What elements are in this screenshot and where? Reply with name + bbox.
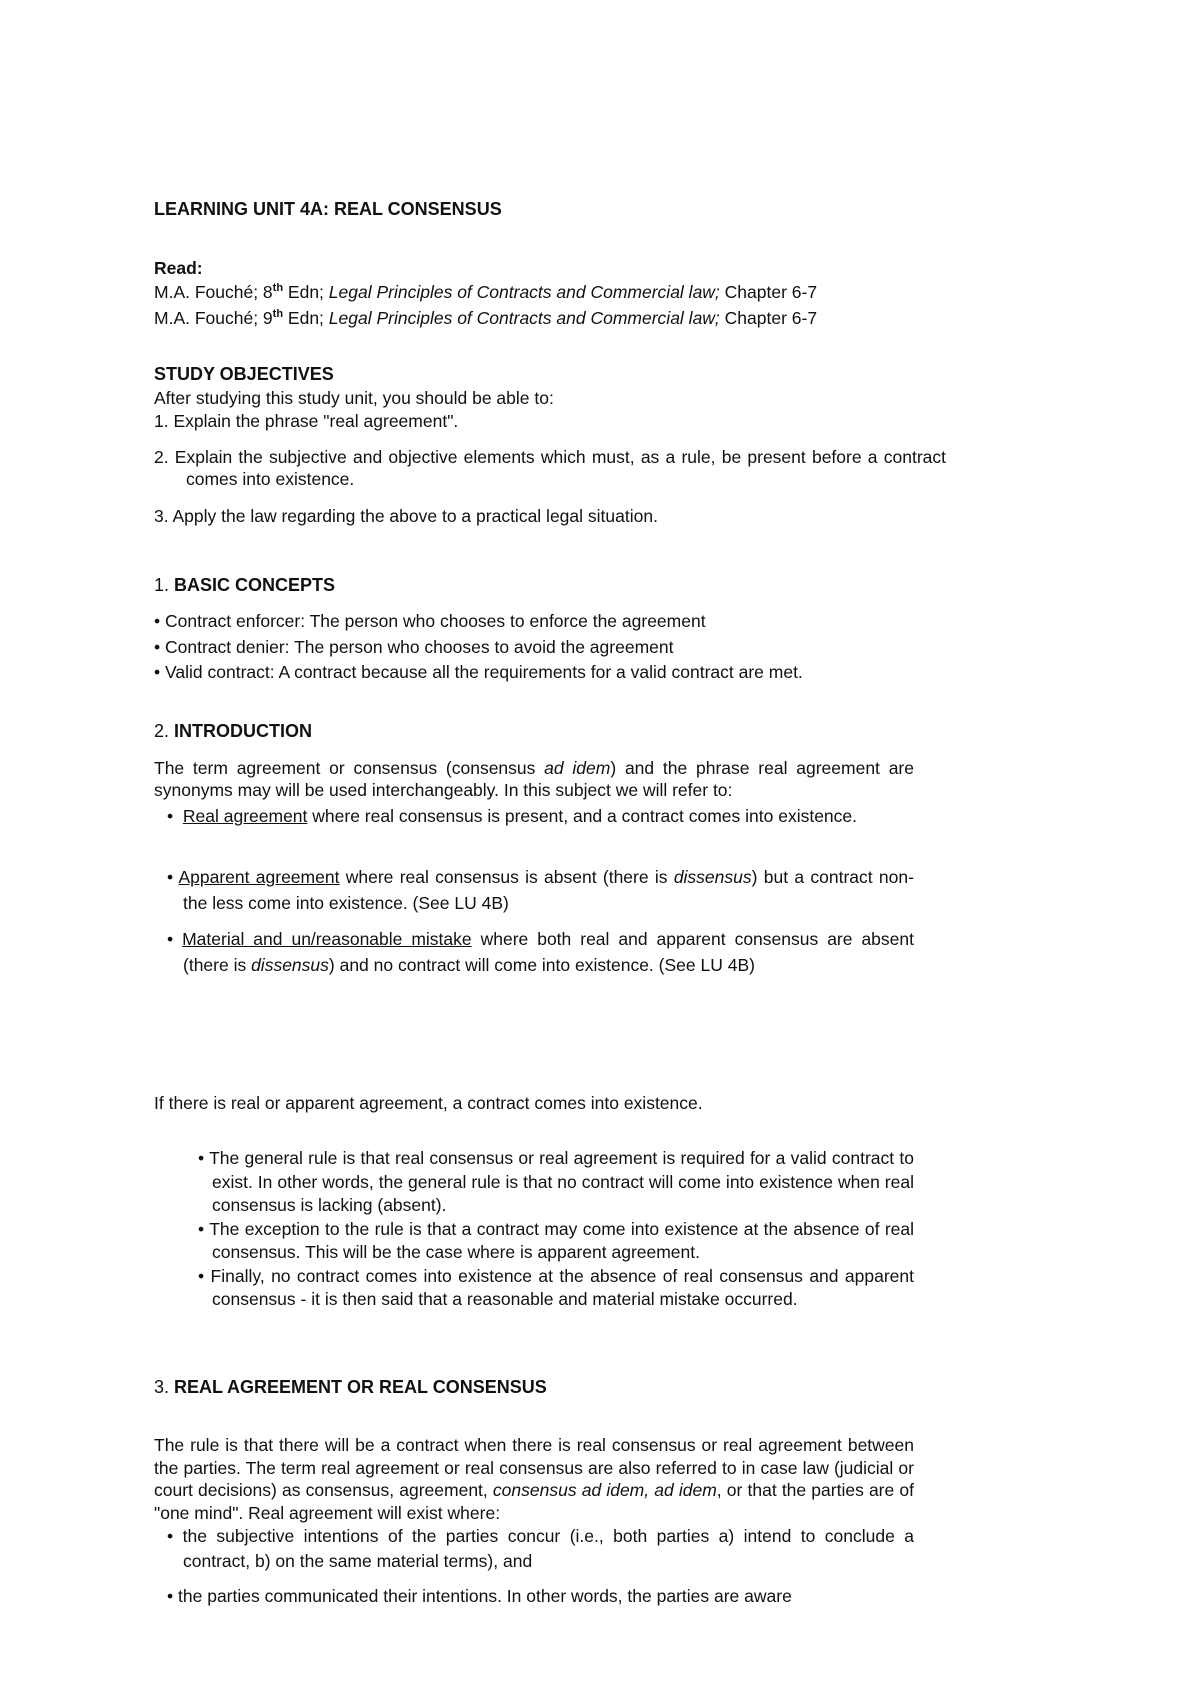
list-item: • The exception to the rule is that a contract may come into existence at the absence of real consensus. This will be the case where is apparent agreement. [198, 1218, 915, 1262]
list-item: • the subjective intentions of the parties concur (i.e., both parties a) intend to conclude a contract, b) on the same material terms), and [167, 1526, 914, 1571]
objective-item: 3. Apply the law regarding the above to a practical legal situation. [154, 506, 658, 526]
read-label: Read: [154, 258, 203, 278]
bullet: • [167, 1586, 174, 1606]
bullet: • [198, 1148, 205, 1168]
objective-item: 2. Explain the subjective and objective elements which must, as a rule, be present before a contract comes into existence. [154, 447, 946, 489]
list-item: • Valid contract: A contract because all the requirements for a valid contract are met. [154, 662, 803, 682]
bullet: • [154, 637, 161, 657]
book-title: Legal Principles of Contracts and Commercial law; [328, 308, 720, 328]
section-heading-real-agreement: 3. REAL AGREEMENT OR REAL CONSENSUS [154, 1377, 547, 1397]
list-item: • Contract enforcer: The person who chooses to enforce the agreement [154, 611, 706, 631]
bullet: • [198, 1218, 205, 1239]
summary-sentence: If there is real or apparent agreement, a contract comes into existence. [154, 1093, 703, 1113]
list-item: • the parties communicated their intentions. In other words, the parties are aware [167, 1586, 792, 1606]
list-item: • Contract denier: The person who chooses to avoid the agreement [154, 637, 674, 657]
reading-reference: M.A. Fouché; 8th Edn; Legal Principles of Contracts and Commercial law; Chapter 6-7 [154, 282, 818, 302]
bullet: • [154, 611, 161, 631]
reading-reference: M.A. Fouché; 9th Edn; Legal Principles of Contracts and Commercial law; Chapter 6-7 [154, 308, 818, 328]
list-item: • The general rule is that real consensus or real agreement is required for a valid contract to exist. In other words, the general rule is that no contract will come into existence when real consensus is lacking (absent). [198, 1148, 914, 1215]
objective-item: 1. Explain the phrase "real agreement". [154, 411, 459, 431]
objectives-intro: After studying this study unit, you should be able to: [154, 388, 554, 408]
list-item: • Finally, no contract comes into existence at the absence of real consensus and apparent consensus - it is then said that a reasonable and material mistake occurred. [198, 1265, 914, 1309]
real-agreement-paragraph: The rule is that there will be a contract when there is real consensus or real agreement between the parties. The term real agreement or real consensus are also referred to in case law (judicial or court decisions) as consensus, agreement, consensus ad idem, ad idem, or that the parties are of "one mind". Real agreement will exist where: [154, 1435, 914, 1523]
intro-paragraph: The term agreement or consensus (consensus ad idem) and the phrase real agreement are synonyms may will be used interchangeably. In this subject we will refer to: [154, 758, 914, 800]
list-item: • Real agreement where real consensus is present, and a contract comes into existence. [167, 806, 857, 826]
bullet: • [167, 867, 174, 887]
bullet: • [167, 806, 174, 826]
list-item: • Apparent agreement where real consensus is absent (there is dissensus) but a contract non-the less come into existence. (See LU 4B) [167, 867, 914, 913]
bullet: • [198, 1265, 205, 1286]
section-heading-objectives: STUDY OBJECTIVES [154, 364, 334, 384]
book-title: Legal Principles of Contracts and Commercial law; [328, 282, 720, 302]
bullet: • [167, 1526, 174, 1546]
bullet: • [167, 929, 174, 949]
list-item: • Material and un/reasonable mistake where both real and apparent consensus are absent (there is dissensus) and no contract will come into existence. (See LU 4B) [167, 929, 914, 975]
page-title: LEARNING UNIT 4A: REAL CONSENSUS [154, 199, 502, 219]
bullet: • [154, 662, 161, 682]
rules-list [184, 1147, 914, 1312]
section-heading-basic-concepts: 1. BASIC CONCEPTS [154, 575, 336, 595]
section-heading-introduction: 2. INTRODUCTION [154, 721, 313, 741]
